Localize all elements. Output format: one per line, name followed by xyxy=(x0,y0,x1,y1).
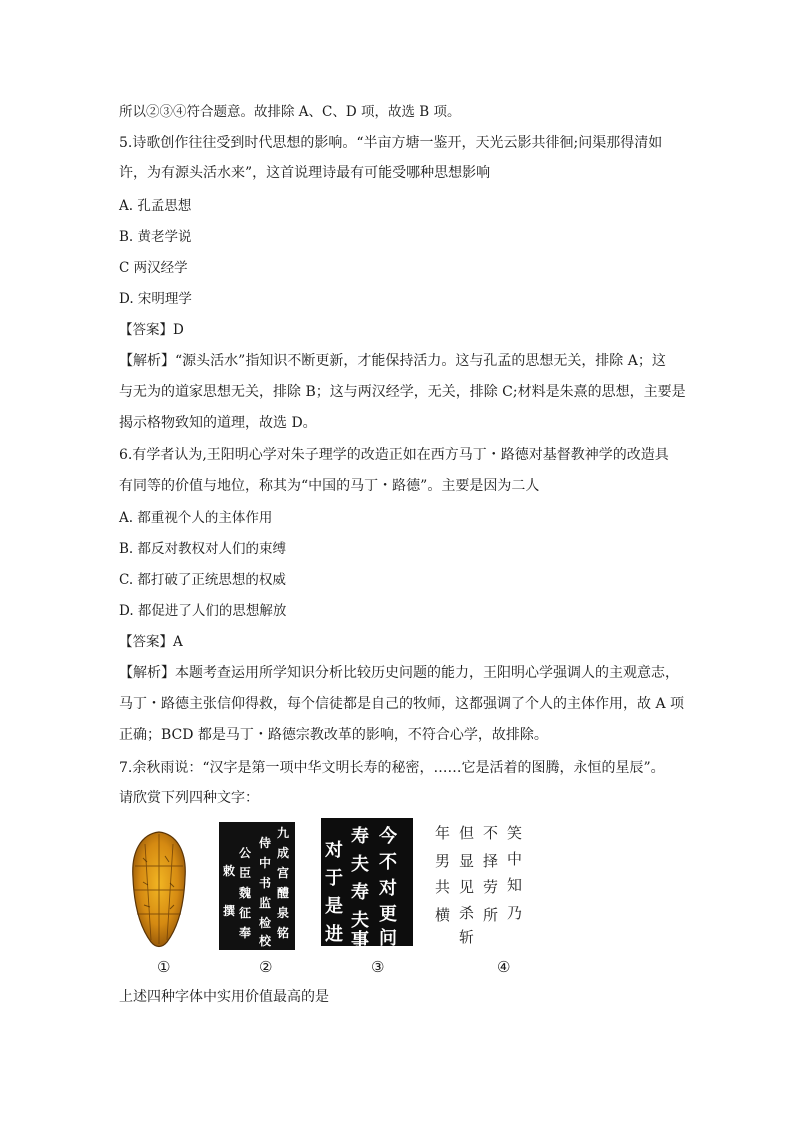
script-char: 所 xyxy=(483,906,499,924)
q5-option-d: D. 宋明理学 xyxy=(119,291,192,307)
rubbing-char: 今 xyxy=(379,826,397,847)
question-5-stem: 5.诗歌创作往往受到时代思想的影响。“半亩方塘一鉴开，天光云影共徘徊;问渠那得清如 xyxy=(119,135,663,151)
rubbing-char: 奉 xyxy=(239,926,252,940)
rubbing-char: 泉 xyxy=(277,906,290,920)
script-char: 横 xyxy=(435,906,451,924)
q5-option-a: A. 孔孟思想 xyxy=(119,198,192,214)
rubbing-char: 校 xyxy=(259,934,272,948)
question-7-stem: 7.余秋雨说：“汉字是第一项中华文明长寿的秘密，……它是活着的图腾，永恒的星辰”。 xyxy=(119,760,665,776)
tortoise-shell-icon xyxy=(129,830,189,950)
script-char: 笑 xyxy=(507,824,523,842)
rubbing-char: 公 xyxy=(239,846,252,860)
oracle-bone-image xyxy=(129,830,189,950)
script-char: 见 xyxy=(459,878,475,896)
figure-caption-1: ① xyxy=(157,958,171,976)
regular-script-rubbing-image xyxy=(219,822,295,950)
rubbing-char: 成 xyxy=(277,846,290,860)
rubbing-char: 事 xyxy=(351,930,369,951)
script-char: 乃 xyxy=(507,904,523,922)
rubbing-char: 夫 xyxy=(351,910,369,931)
q6-analysis: 【解析】本题考查运用所学知识分析比较历史问题的能力，王阳明心学强调人的主观意志， xyxy=(119,665,679,681)
rubbing-char: 不 xyxy=(379,852,397,873)
script-char: 中 xyxy=(507,850,523,868)
rubbing-char: 侍 xyxy=(259,836,272,850)
text-line-prev-answer: 所以②③④符合题意。故排除 A、C、D 项，故选 B 项。 xyxy=(119,104,461,120)
script-char: 择 xyxy=(483,852,499,870)
figure-caption-2: ② xyxy=(259,958,273,976)
rubbing-char: 九 xyxy=(277,826,290,840)
rubbing-char: 臣 xyxy=(239,866,252,880)
question-7-prompt: 上述四种字体中实用价值最高的是 xyxy=(119,989,329,1005)
script-char: 杀 xyxy=(459,904,475,922)
script-char: 共 xyxy=(435,878,451,896)
rubbing-char: 监 xyxy=(259,896,272,910)
rubbing-char: 更 xyxy=(379,904,397,925)
script-char: 男 xyxy=(435,852,451,870)
question-5-stem-cont: 许，为有源头活水来”，这首说理诗最有可能受哪种思想影响 xyxy=(119,165,491,181)
rubbing-char: 征 xyxy=(239,906,252,920)
script-char: 但 xyxy=(459,824,475,842)
rubbing-char: 于 xyxy=(325,868,343,889)
rubbing-char: 撰 xyxy=(223,904,236,918)
rubbing-char: 问 xyxy=(379,928,397,949)
rubbing-char: 宫 xyxy=(277,866,290,880)
clerical-script-rubbing-image xyxy=(321,818,413,951)
rubbing-char: 书 xyxy=(259,876,272,890)
rubbing-char: 对 xyxy=(325,840,343,861)
q6-option-b: B. 都反对教权对人们的束缚 xyxy=(119,541,287,557)
script-char: 斩 xyxy=(459,928,475,946)
q6-option-d: D. 都促进了人们的思想解放 xyxy=(119,603,287,619)
rubbing-char: 中 xyxy=(259,856,272,870)
q5-analysis: 【解析】“源头活水”指知识不断更新，才能保持活力。这与孔孟的思想无关，排除 A；这 xyxy=(119,353,666,369)
q5-option-c: C 两汉经学 xyxy=(119,260,188,276)
script-char: 显 xyxy=(459,852,475,870)
figure-caption-3: ③ xyxy=(371,958,385,976)
rubbing-char: 进 xyxy=(325,924,343,945)
question-7-stem-cont: 请欣赏下列四种文字： xyxy=(119,790,259,806)
q6-option-c: C. 都打破了正统思想的权威 xyxy=(119,572,286,588)
script-char: 年 xyxy=(435,824,451,842)
rubbing-char: 醴 xyxy=(277,886,290,900)
rubbing-char: 检 xyxy=(259,916,272,930)
rubbing-char: 寿 xyxy=(351,882,369,903)
q5-option-b: B. 黄老学说 xyxy=(119,229,192,245)
q6-answer: 【答案】A xyxy=(119,634,183,650)
question-6-stem: 6.有学者认为,王阳明心学对朱子理学的改造正如在西方马丁・路德对基督教神学的改造具 xyxy=(119,447,669,463)
q5-answer: 【答案】D xyxy=(119,322,184,338)
rubbing-char: 铭 xyxy=(277,926,290,940)
rubbing-char: 夫 xyxy=(351,854,369,875)
q6-analysis-cont-1: 马丁・路德主张信仰得救，每个信徒都是自己的牧师，这都强调了个人的主体作用，故 A 项 xyxy=(119,696,685,712)
script-samples-figure xyxy=(119,815,539,985)
figure-caption-4: ④ xyxy=(497,958,511,976)
q6-analysis-cont-2: 正确；BCD 都是马丁・路德宗教改革的影响，不符合心学，故排除。 xyxy=(119,727,548,743)
rubbing-char: 魏 xyxy=(239,886,252,900)
cursive-script-sample-image xyxy=(427,818,527,948)
rubbing-char: 是 xyxy=(325,896,343,917)
question-6-stem-cont: 有同等的价值与地位，称其为“中国的马丁・路德”。主要是因为二人 xyxy=(119,478,540,494)
q5-analysis-cont-2: 揭示格物致知的道理，故选 D。 xyxy=(119,415,317,431)
q5-analysis-cont-1: 与无为的道家思想无关，排除 B；这与两汉经学，无关，排除 C;材料是朱熹的思想，主要是 xyxy=(119,384,686,400)
rubbing-char: 敕 xyxy=(223,864,236,878)
rubbing-char: 对 xyxy=(379,878,397,899)
script-char: 不 xyxy=(483,824,499,842)
rubbing-char: 寿 xyxy=(351,826,369,847)
script-char: 知 xyxy=(507,876,523,894)
script-char: 劳 xyxy=(483,878,499,896)
q6-option-a: A. 都重视个人的主体作用 xyxy=(119,510,273,526)
